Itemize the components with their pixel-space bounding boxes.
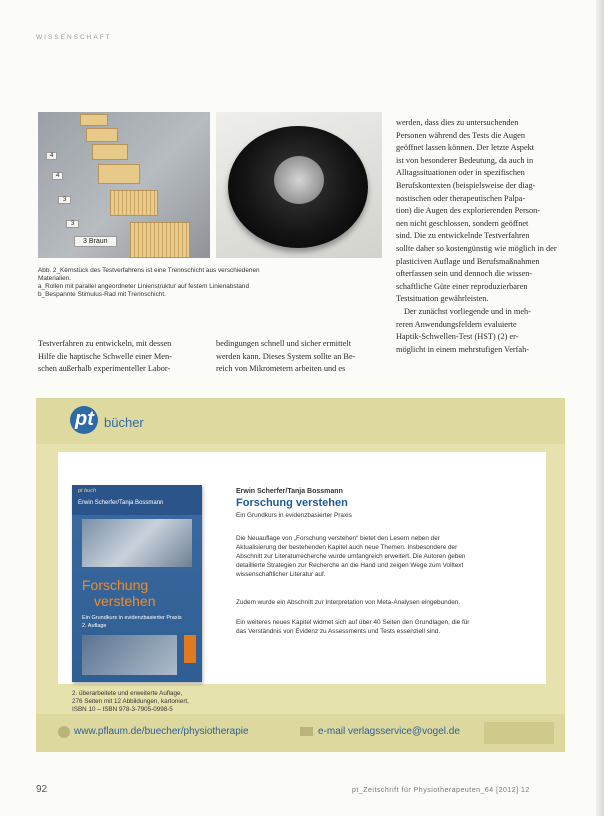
text-line: Personen während des Tests die Augen xyxy=(396,130,525,140)
globe-icon xyxy=(58,726,70,738)
ad-paragraph xyxy=(236,534,536,579)
text-column-left xyxy=(38,338,206,376)
text-column-middle xyxy=(216,338,386,376)
book-subtitle: Ein Grundkurs in evidenzbasierter Praxis xyxy=(236,512,352,519)
book-cover-photo xyxy=(82,519,192,567)
book-cover-edition: 2. Auflage xyxy=(82,623,107,629)
text-line: reren Anwendungsfeldern evaluierte xyxy=(396,319,517,329)
caption-line: b_Bespannte Stimulus-Rad mit Trennschicht. xyxy=(38,291,166,298)
text-line: werden, dass dies zu untersuchenden xyxy=(396,118,519,127)
book-detail-line: 276 Seiten mit 12 Abbildungen, kartoniert, xyxy=(72,698,189,705)
figure-caption xyxy=(38,267,383,299)
text-line: Der zunächst vorliegende und in meh- xyxy=(404,306,531,316)
book-cover-subtitle: Ein Grundkurs in evidenzbasierter Praxis xyxy=(82,615,182,621)
ad-line: Ein weiteres neues Kapitel widmet sich auf über 40 Seiten den Grundlagen, die für xyxy=(236,619,470,626)
text-line: Testsituation gewährleisten. xyxy=(396,294,489,304)
publisher-email-link[interactable]: e-mail verlagsservice@vogel.de xyxy=(318,726,460,737)
text-line: werden kann. Dieses System sollte an Be- xyxy=(216,351,356,361)
stimulus-wheel xyxy=(228,126,368,248)
envelope-icon xyxy=(300,727,313,736)
tile-label: 4 xyxy=(46,152,57,160)
text-line: Haptik-Schwellen-Test (HST) (2) er- xyxy=(396,332,519,342)
tile-label: 4 xyxy=(52,172,63,180)
ad-line: das Verständnis von Evidenz zu Assessments und Tests essenziell sind. xyxy=(236,628,441,635)
page-number: 92 xyxy=(36,784,48,795)
tile-label: 3 xyxy=(66,220,79,228)
book-cover-header xyxy=(72,485,202,515)
ad-line: detaillierte Strategien zur Recherche an die Hand und zeigen Wege zum Volltext xyxy=(236,562,464,569)
publisher-spine-logo-icon xyxy=(184,635,196,663)
book-cover-title: verstehen xyxy=(94,593,156,609)
ad-paragraph xyxy=(236,598,536,607)
journal-footer: pt_Zeitschrift für Physiotherapeuten_64 [2012] 12 xyxy=(352,787,530,794)
text-line: ist von besonderer Bedeutung, da auch in xyxy=(396,155,534,165)
caption-line: a_Rollen mit parallel angeordneter Linienstruktur auf festem Linienabstand xyxy=(38,283,250,290)
text-line: bedingungen schnell und sicher ermittelt xyxy=(216,339,352,348)
ad-paragraph xyxy=(236,618,536,636)
text-column-right xyxy=(396,117,568,356)
wheel-center xyxy=(274,156,324,204)
text-line: Berufskontexten (beispielsweise der diag- xyxy=(396,180,536,190)
book-authors: Erwin Scherfer/Tanja Bossmann xyxy=(236,488,343,495)
text-line: nostischen oder therapeutischen Palpa- xyxy=(396,193,526,203)
tile xyxy=(110,190,158,216)
caption-line: Abb. 2_Kernstück des Testverfahrens ist eine Trennschicht aus verschiedenen xyxy=(38,267,260,274)
text-line: möglicht in einem mehrstufigen Verfah- xyxy=(396,344,530,354)
book-cover[interactable] xyxy=(72,485,202,682)
ad-line: wissenschaftlicher Literatur auf. xyxy=(236,571,326,578)
page-edge xyxy=(596,0,604,816)
caption-line: Materialien. xyxy=(38,275,72,282)
book-series: pt buch xyxy=(78,488,97,494)
book-cover-authors: Erwin Scherfer/Tanja Bossmann xyxy=(78,500,164,506)
logo-text: bücher xyxy=(104,415,144,430)
book-cover-title: Forschung xyxy=(82,577,149,593)
book-details xyxy=(72,690,189,714)
text-line: sind. Die zu entwickelnde Testverfahren xyxy=(396,231,530,241)
text-line: tion) die Augen des explorierenden Person- xyxy=(396,206,541,216)
text-line: Alltagssituationen oder in spezifischen xyxy=(396,168,525,178)
ad-line: Aktualisierung der bestehenden Kapitel auch neue Themen. Insbesondere der xyxy=(236,544,458,551)
ad-footer xyxy=(36,714,565,752)
tile-label: 3 Braun xyxy=(74,236,117,247)
figure-tiles-photo xyxy=(38,112,210,258)
ad-line: Die Neuauflage von „Forschung verstehen“ bietet den Lesern neben der xyxy=(236,535,440,542)
text-line: Hilfe die haptische Schwelle einer Men- xyxy=(38,351,172,361)
book-detail-line: 2. überarbeitete und erweiterte Auflage, xyxy=(72,690,183,697)
tile-label: 3 xyxy=(58,196,71,204)
ad-card xyxy=(58,452,546,684)
tile xyxy=(98,164,140,184)
book-advertisement xyxy=(36,398,565,752)
tile xyxy=(92,144,128,160)
section-label: WISSENSCHAFT xyxy=(36,34,112,41)
book-cover-photo xyxy=(82,635,177,675)
text-line: sollte daher so kostengünstig wie möglich in der xyxy=(396,243,557,253)
logo-pt: pt xyxy=(75,408,94,430)
publisher-footer-logo xyxy=(484,722,554,744)
figure-wheel-photo xyxy=(216,112,382,258)
text-line: geöffnet lassen können. Der letzte Aspekt xyxy=(396,143,535,153)
ad-header xyxy=(36,398,565,444)
book-detail-line: ISBN 10 – ISBN 978-3-7905-0998-5 xyxy=(72,706,173,713)
publisher-url-link[interactable]: www.pflaum.de/buecher/physiotherapie xyxy=(74,726,249,737)
book-title[interactable]: Forschung verstehen xyxy=(236,497,348,509)
text-line: nen nicht geschlossen, sondern geöffnet xyxy=(396,218,529,228)
text-line: plasticiven Auflage und Berufsmaßnahmen xyxy=(396,256,540,266)
text-line: reich von Mikrometern arbeiten und es xyxy=(216,364,346,374)
text-line: Testverfahren zu entwickeln, mit dessen xyxy=(38,339,172,348)
ad-line: Abschnitt zur Literaturrecherche wurde umfangreich erweitert. Die Autoren geben xyxy=(236,553,466,560)
text-line: schaftliche Güte einer reproduzierbaren xyxy=(396,281,528,291)
text-line: schen außerhalb experimenteller Labor- xyxy=(38,364,171,374)
tile xyxy=(86,128,118,142)
tile xyxy=(80,114,108,126)
ad-line: Zudem wurde ein Abschnitt zur Interpretation von Meta-Analysen eingebunden. xyxy=(236,599,461,606)
tile xyxy=(130,222,190,258)
text-line: ofterfassen sein und dennoch die wissen- xyxy=(396,269,533,279)
